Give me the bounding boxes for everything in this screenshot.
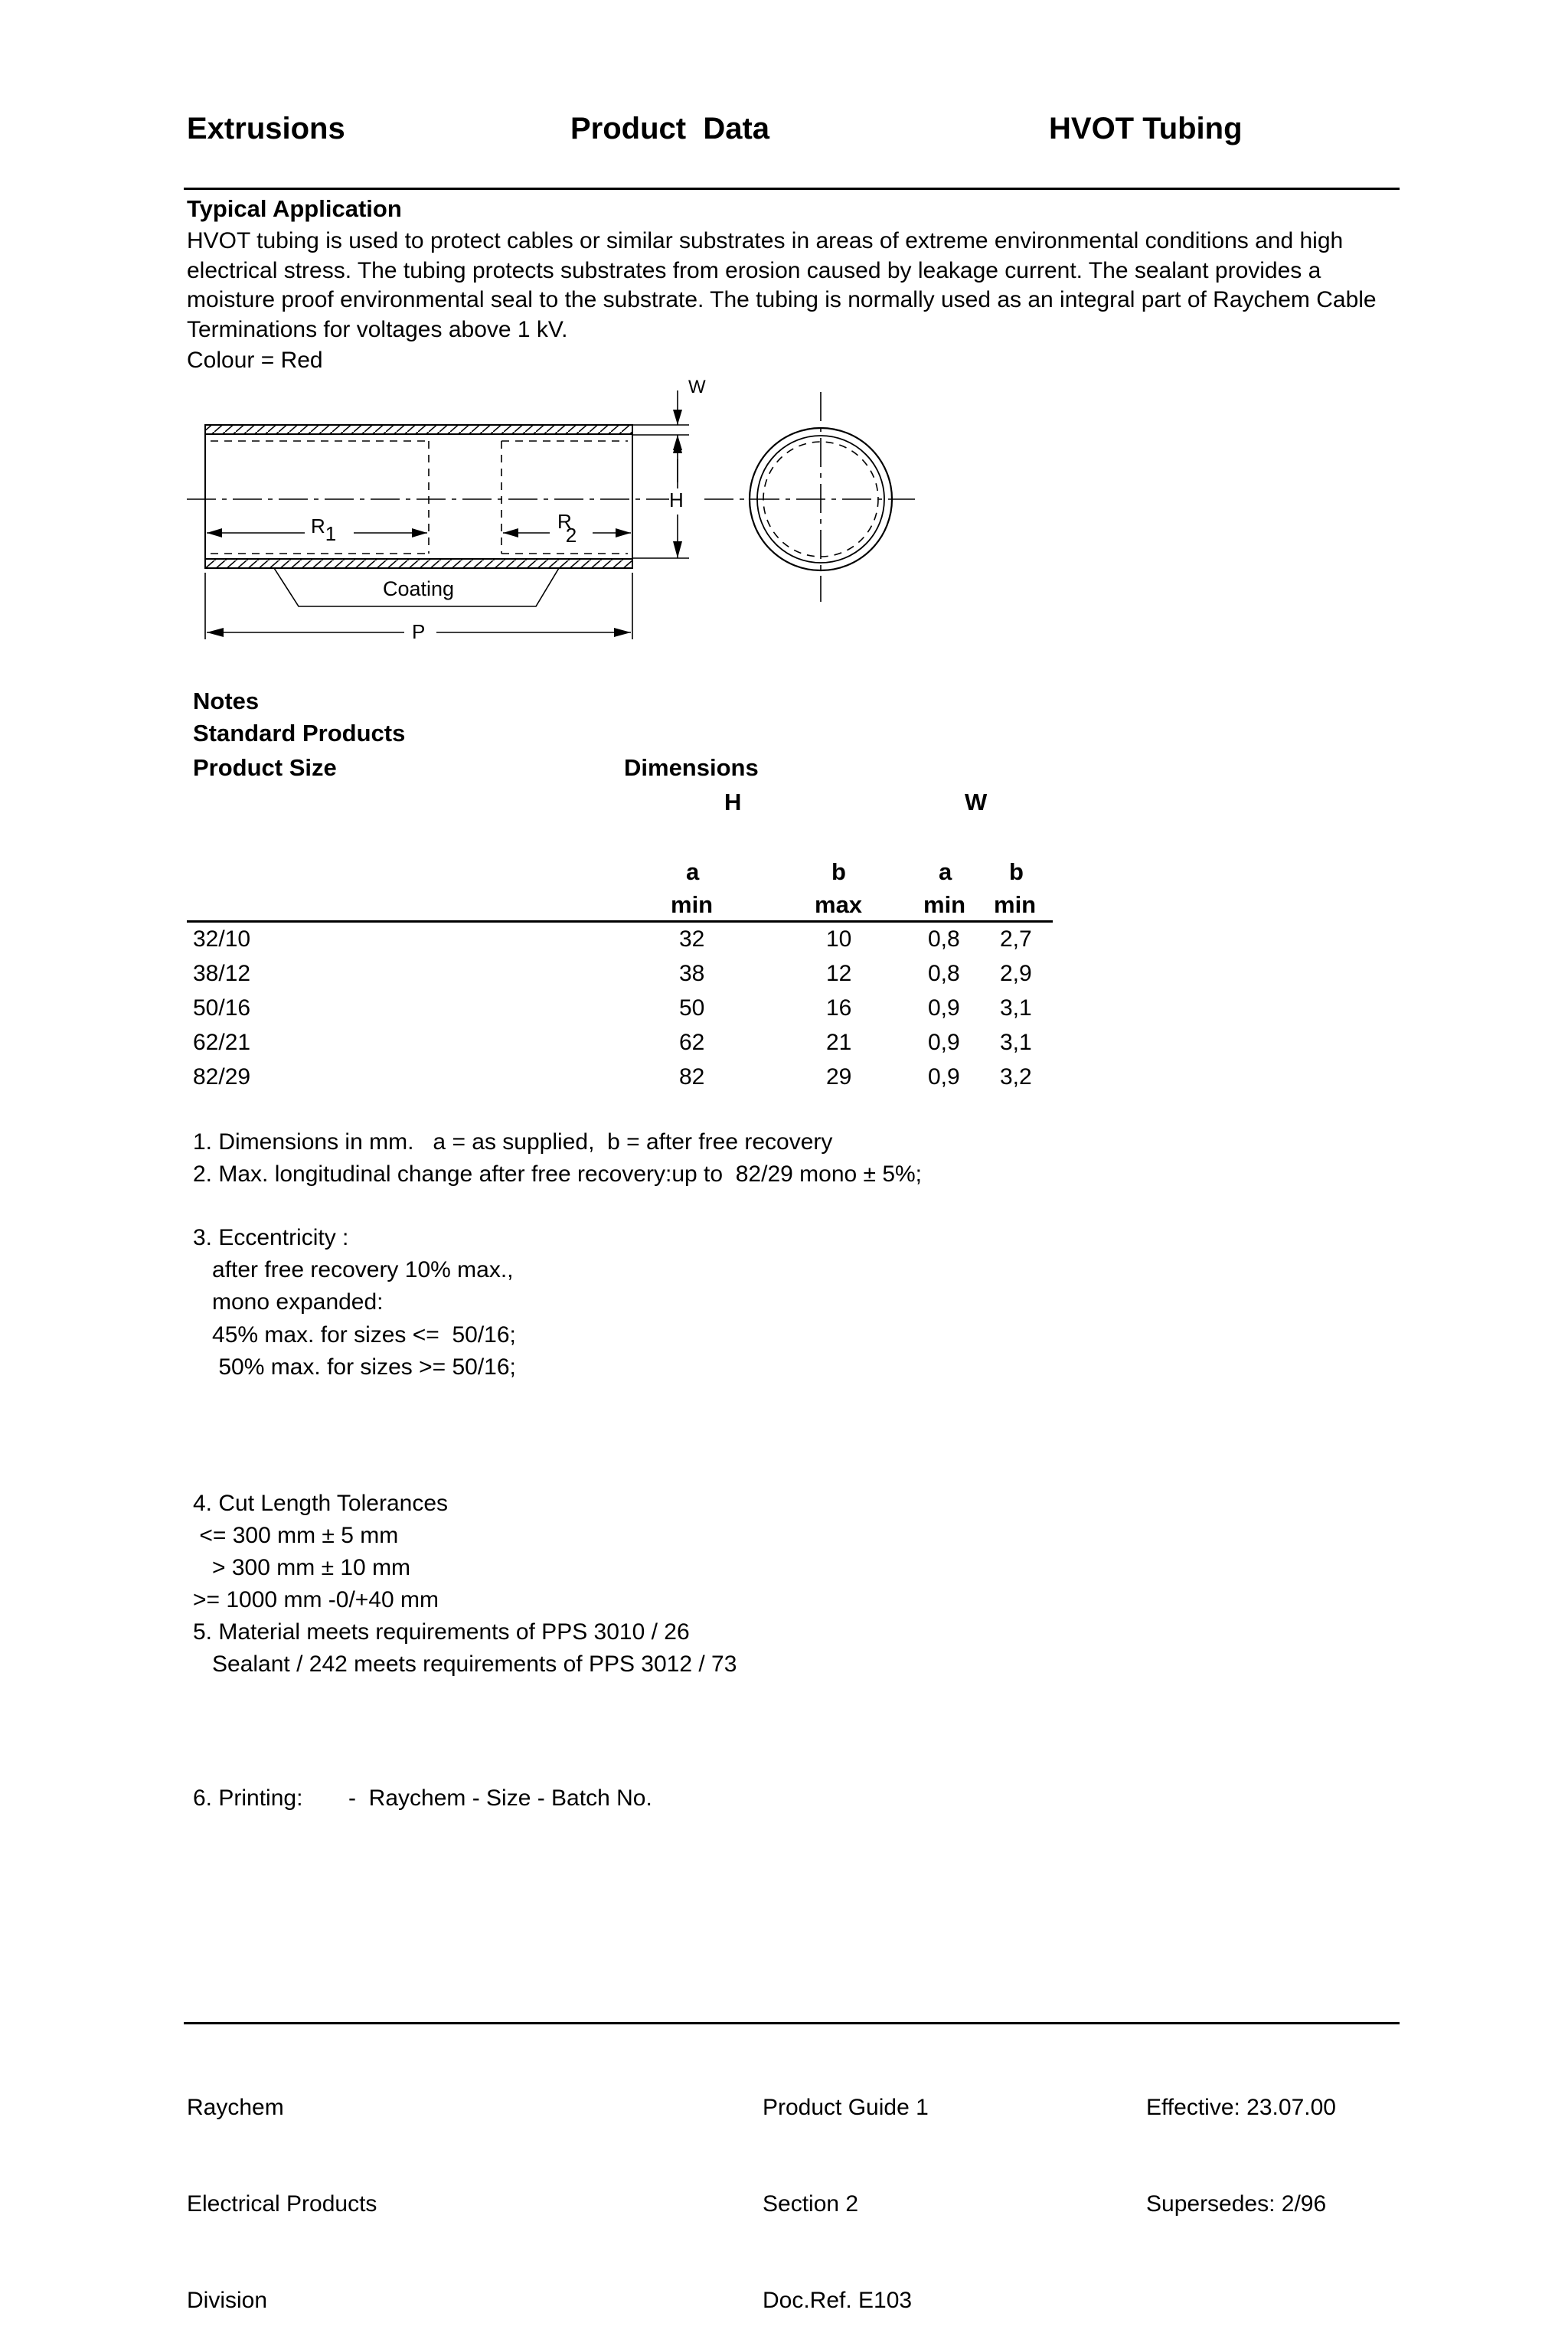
tubing-diagram: [0, 368, 1568, 674]
note-3-line-1: after free recovery 10% max.,: [193, 1257, 514, 1282]
product-size-cell: 62/21: [193, 1030, 251, 1055]
h-label: H: [669, 488, 684, 511]
h-a-cell: 50: [679, 995, 705, 1021]
header-rule: [184, 188, 1400, 190]
tube-top-wall: [205, 425, 632, 434]
w-a-limit: min: [923, 891, 966, 918]
w-group-header: W: [965, 789, 988, 815]
note-3-line-3: 45% max. for sizes <= 50/16;: [193, 1322, 516, 1348]
colour-line: Colour = Red: [187, 348, 323, 373]
h-b-cell: 10: [826, 926, 852, 952]
h-b-cell: 29: [826, 1064, 852, 1090]
r1-label: R1: [311, 515, 337, 545]
footer-guide-line: Doc.Ref. E103: [763, 2288, 913, 2313]
w-a-cell: 0,8: [928, 926, 960, 952]
note-4-line-1: <= 300 mm ± 5 mm: [193, 1523, 399, 1548]
h-a-cell: 32: [679, 926, 705, 952]
h-a-cell: 38: [679, 961, 705, 986]
note-5-line-2: Sealant / 242 meets requirements of PPS 3012 / 73: [193, 1651, 737, 1677]
note-2: 2. Max. longitudinal change after free recovery:up to 82/29 mono ± 5%;: [193, 1161, 923, 1187]
p-label: P: [412, 620, 426, 643]
footer-company-line: Raychem: [187, 2095, 284, 2120]
w-b-cell: 3,1: [1000, 995, 1032, 1021]
header-right: HVOT Tubing: [1049, 112, 1243, 145]
w-label: W: [688, 377, 706, 397]
h-b-limit: max: [815, 891, 863, 918]
note-3-title: 3. Eccentricity :: [193, 1225, 349, 1250]
note-4-line-2: > 300 mm ± 10 mm: [193, 1555, 411, 1580]
w-b-limit: min: [994, 891, 1037, 918]
note-6-label: 6. Printing:: [193, 1785, 303, 1811]
product-size-cell: 38/12: [193, 961, 251, 986]
footer-company-line: Division: [187, 2288, 268, 2313]
header-left: Extrusions: [187, 112, 345, 145]
dimensions-heading: Dimensions: [624, 754, 759, 781]
coating-label: Coating: [383, 577, 455, 600]
tube-bottom-wall: [205, 559, 632, 568]
h-a-header: a: [686, 858, 700, 885]
footer-company-line: Electrical Products: [187, 2191, 377, 2217]
w-a-cell: 0,8: [928, 961, 960, 986]
w-b-cell: 3,1: [1000, 1030, 1032, 1055]
footer-supersedes: Supersedes: 2/96: [1146, 2191, 1327, 2217]
h-a-cell: 82: [679, 1064, 705, 1090]
application-heading: Typical Application: [187, 195, 402, 222]
w-b-cell: 2,9: [1000, 961, 1032, 986]
notes-heading: Notes: [193, 688, 260, 714]
h-b-header: b: [831, 858, 846, 885]
h-b-cell: 16: [826, 995, 852, 1021]
footer-guide-line: Product Guide 1: [763, 2095, 929, 2120]
product-size-heading: Product Size: [193, 754, 337, 781]
h-group-header: H: [724, 789, 742, 815]
w-a-cell: 0,9: [928, 995, 960, 1021]
note-4-line-3: >= 1000 mm -0/+40 mm: [193, 1587, 439, 1612]
w-a-cell: 0,9: [928, 1064, 960, 1090]
w-b-header: b: [1009, 858, 1024, 885]
table-header-rule: [187, 920, 1053, 923]
footer-company: [187, 2027, 377, 2349]
note-1: 1. Dimensions in mm. a = as supplied, b = after free recovery: [193, 1129, 833, 1155]
h-b-cell: 21: [826, 1030, 852, 1055]
note-4-title: 4. Cut Length Tolerances: [193, 1491, 449, 1516]
note-6-value: - Raychem - Size - Batch No.: [348, 1785, 652, 1811]
footer-guide-line: Section 2: [763, 2191, 859, 2217]
h-a-limit: min: [671, 891, 714, 918]
standard-products-heading: Standard Products: [193, 720, 406, 747]
w-b-cell: 3,2: [1000, 1064, 1032, 1090]
h-a-cell: 62: [679, 1030, 705, 1055]
w-a-header: a: [939, 858, 952, 885]
product-size-cell: 82/29: [193, 1064, 251, 1090]
w-b-cell: 2,7: [1000, 926, 1032, 952]
note-5-line-1: 5. Material meets requirements of PPS 3010 / 26: [193, 1619, 690, 1645]
footer-rule: [184, 2022, 1400, 2024]
h-b-cell: 12: [826, 961, 852, 986]
note-3-line-2: mono expanded:: [193, 1289, 384, 1315]
header-center: Product Data: [570, 112, 770, 145]
application-text: HVOT tubing is used to protect cables or similar substrates in areas of extreme environmental conditions and high electrical stress. The tubing protects substrates from erosion caused by leakage current. The sealant provides a moisture proof environmental seal to the substrate. The tubing is normally used as an integral part of Raychem Cable Terminations for voltages above 1 kV.: [187, 228, 1377, 342]
footer-guide: [763, 2027, 929, 2349]
w-a-cell: 0,9: [928, 1030, 960, 1055]
note-3-line-4: 50% max. for sizes >= 50/16;: [193, 1354, 516, 1380]
footer-effective: Effective: 23.07.00: [1146, 2095, 1336, 2120]
product-size-cell: 32/10: [193, 926, 251, 952]
r2-label: R2: [557, 510, 577, 547]
product-size-cell: 50/16: [193, 995, 251, 1021]
